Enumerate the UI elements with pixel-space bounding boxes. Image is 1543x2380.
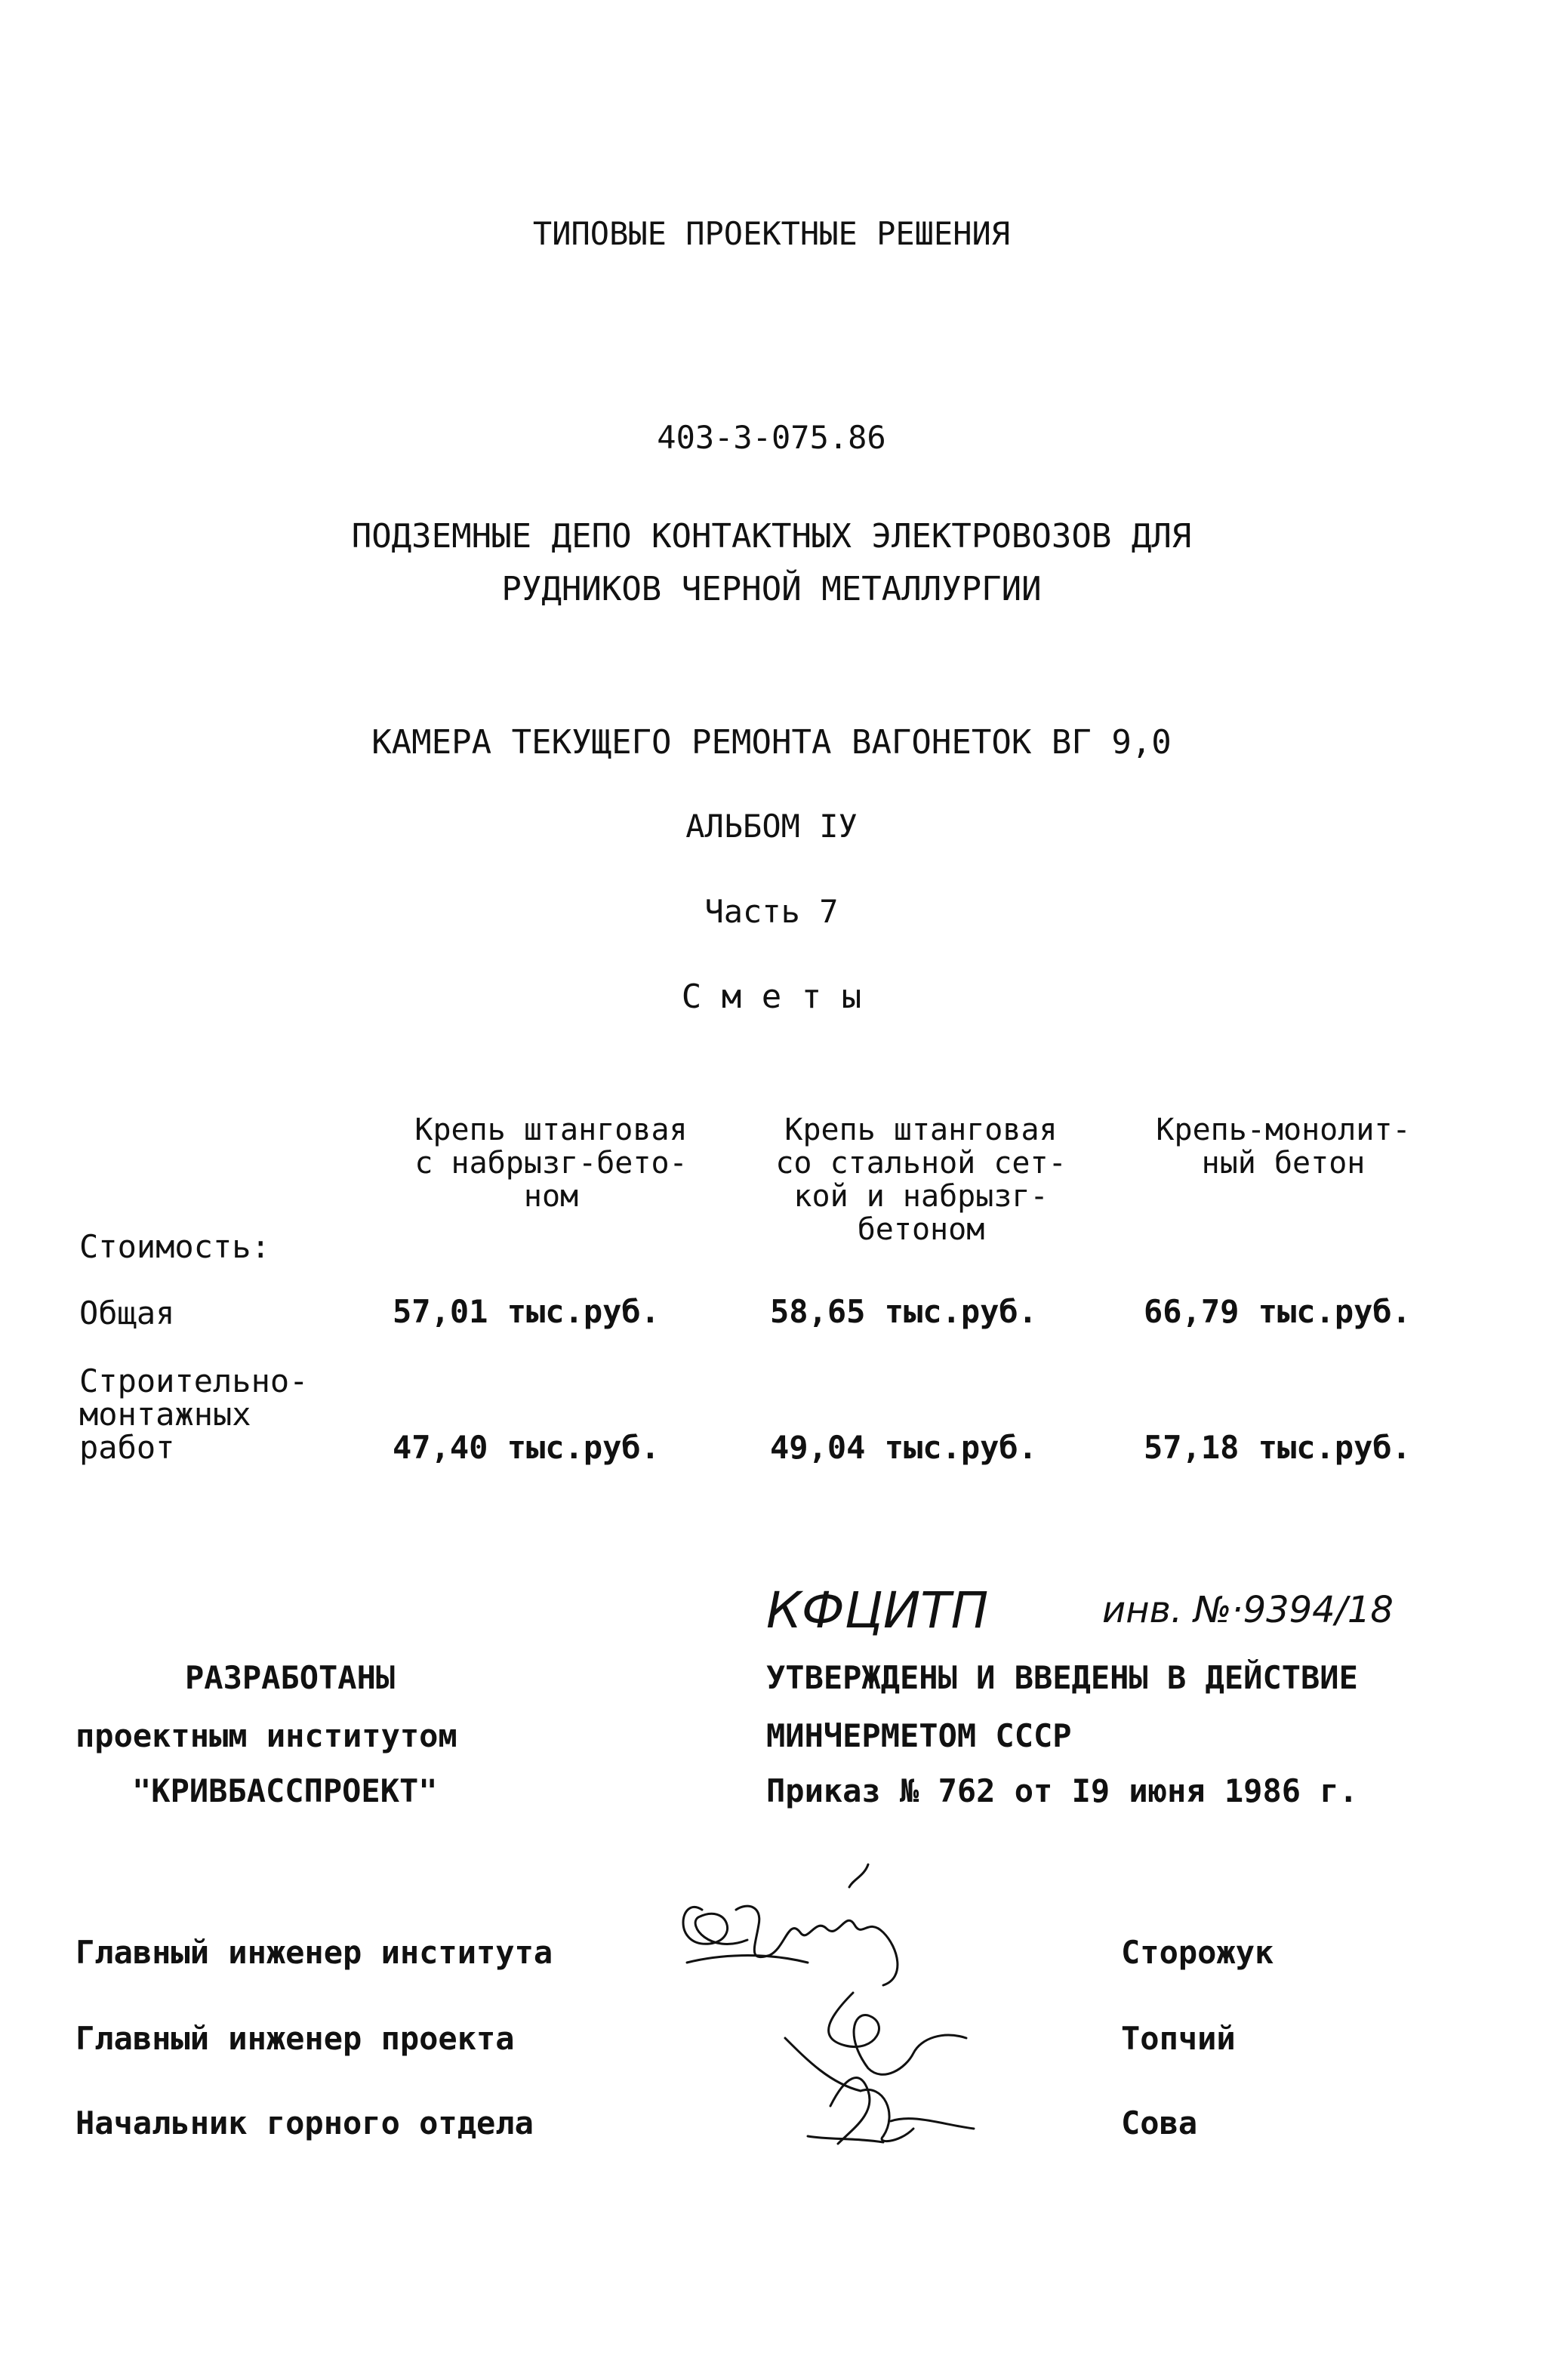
- title-line-2: РУДНИКОВ ЧЕРНОЙ МЕТАЛЛУРГИИ: [501, 570, 1042, 608]
- value-construction-col2: 49,04 тыс.руб.: [770, 1429, 1038, 1466]
- row-label-total: Общая: [79, 1295, 175, 1332]
- series-title: ТИПОВЫЕ ПРОЕКТНЫЕ РЕШЕНИЯ: [532, 215, 1011, 252]
- value-construction-col1: 47,40 тыс.руб.: [393, 1429, 661, 1466]
- signatory-position-1: Главный инженер института: [75, 1934, 553, 1971]
- value-total-col3: 66,79 тыс.руб.: [1144, 1293, 1412, 1330]
- signatory-name-3: Сова: [1121, 2104, 1198, 2141]
- value-construction-col3: 57,18 тыс.руб.: [1144, 1429, 1412, 1466]
- signatory-position-2: Главный инженер проекта: [75, 2020, 515, 2057]
- value-total-col2: 58,65 тыс.руб.: [770, 1293, 1038, 1330]
- handwritten-inventory-number: инв. №·9394/18: [1102, 1589, 1394, 1631]
- developed-institute-label: проектным институтом: [75, 1717, 457, 1754]
- value-total-col1: 57,01 тыс.руб.: [393, 1293, 661, 1330]
- approved-heading: УТВЕРЖДЕНЫ И ВВЕДЕНЫ В ДЕЙСТВИЕ: [766, 1659, 1358, 1696]
- approved-ministry: МИНЧЕРМЕТОМ СССР: [766, 1717, 1072, 1754]
- column-header-3: Крепь-монолит- ный бетон: [1156, 1113, 1411, 1181]
- document-code: 403-3-075.86: [657, 419, 886, 456]
- approved-order: Приказ № 762 от I9 июня 1986 г.: [766, 1772, 1358, 1809]
- signatory-name-1: Сторожук: [1121, 1934, 1274, 1971]
- developed-institute-name: "КРИВБАССПРОЕКТ": [132, 1772, 438, 1809]
- title-line-1: ПОДЗЕМНЫЕ ДЕПО КОНТАКТНЫХ ЭЛЕКТРОВОЗОВ ДЛЯ: [351, 517, 1192, 556]
- developed-heading: РАЗРАБОТАНЫ: [185, 1659, 396, 1696]
- row-label-construction: Строительно- монтажных работ: [79, 1362, 309, 1466]
- column-header-2: Крепь штанговая со стальной сет- кой и набрызг- бетоном: [775, 1113, 1067, 1247]
- signatory-position-3: Начальник горного отдела: [75, 2104, 534, 2141]
- album-label: АЛЬБОМ IУ: [685, 808, 858, 845]
- part-label: Часть 7: [704, 893, 839, 930]
- cost-label: Стоимость:: [79, 1228, 270, 1265]
- handwritten-org: КФЦИТП: [766, 1581, 989, 1640]
- signatory-name-2: Топчий: [1121, 2020, 1236, 2057]
- column-header-1: Крепь штанговая с набрызг-бето- ном: [414, 1113, 688, 1214]
- section-label: С м е т ы: [681, 978, 862, 1016]
- subtitle: КАМЕРА ТЕКУЩЕГО РЕМОНТА ВАГОНЕТОК ВГ 9,0: [371, 723, 1172, 762]
- handwritten-signatures: [657, 1842, 1049, 2159]
